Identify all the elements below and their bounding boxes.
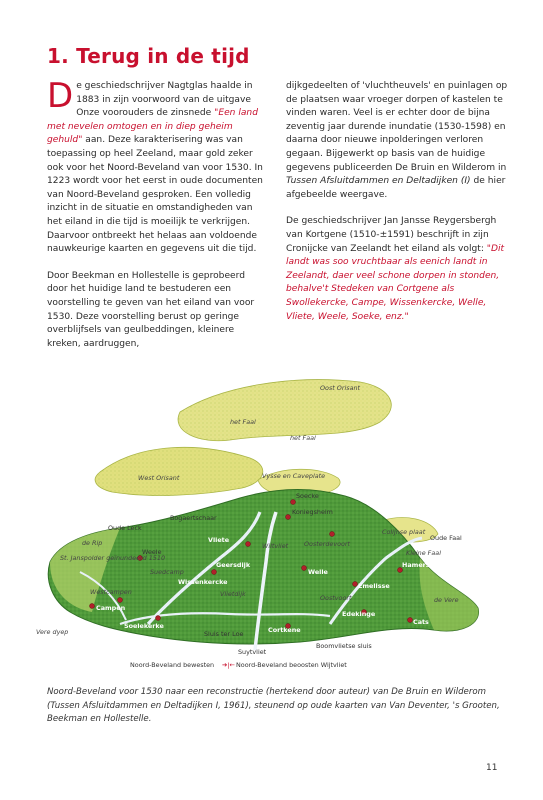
- label-west-orisant: West Orisant: [138, 474, 180, 482]
- label-beoosten: Noord-Beveland beoosten Wijtvliet: [236, 661, 347, 669]
- left-paragraph-1: [47, 76, 265, 257]
- label-bewesten: Noord-Beveland bewesten: [130, 661, 215, 669]
- legend-arrow: ➔|←: [222, 661, 235, 669]
- label-soecke: Soecke: [296, 492, 319, 500]
- label-het-faal-2: het Faal: [290, 434, 316, 442]
- drop-cap: D: [47, 76, 74, 116]
- label-suytvliet: Suytvliet: [238, 648, 267, 656]
- label-cortkene: Cortkene: [268, 626, 301, 634]
- label-edekinge: Edekinge: [342, 610, 376, 618]
- left-p1-text-b: aan. Deze karakterisering was van toepassing op heel Zeeland, maar gold zeker ook voor het Noord-Beveland van voor 1530. In 1223 wordt voor het eerst in oude documenten van Noord-Beveland gesproken. Een volledig inzicht in de situatie en omstandigheden van het eiland in die tijd is moeilijk te verkrijgen. Daarvoor ontbreekt het helaas aan voldoende nauwkeurige kaarten en gegevens uit die tijd.: [47, 135, 263, 255]
- label-de-vere: de Vere: [434, 596, 459, 604]
- label-wiltvliet: Wiltvliet: [262, 542, 289, 550]
- map-svg: [30, 362, 520, 672]
- right-paragraph-1: [286, 80, 508, 202]
- map-caption: Noord-Beveland voor 1530 naar een reconstructie (hertekend door auteur) van De Bruin en Wilderom (Tussen Afsluitdammen en Deltadijken I, 1961), steunend op oude kaarten van Van Deventer, 's Grooten, Beekman en Hollestelle.: [47, 687, 500, 724]
- label-colijnse-plaat: Colijnse plaat: [382, 528, 426, 536]
- label-suedcamp: Suedcamp: [150, 568, 184, 576]
- right-p1-text-a: dijkgedeelten of 'vluchtheuvels' en puinlagen op de plaatsen waar vroeger dorpen of kastelen te vinden waren. Veel is er echter door de bijna zeventig jaar durende inundatie (1530-1598) en daarna door nieuwe inpolderingen verloren gegaan. Bijgewerkt op basis van de huidige gegevens publiceerden De Bruin en Wilderom in: [286, 81, 508, 173]
- label-soelekerke: Soelekerke: [124, 622, 164, 630]
- right-p1-book-title: Tussen Afsluitdammen en Deltadijken (I): [286, 176, 471, 187]
- label-cats: Cats: [413, 618, 429, 626]
- label-het-faal-1: het Faal: [230, 418, 256, 426]
- label-oosterdevoort: Oosterdevoort: [304, 540, 351, 548]
- page-title: 1. Terug in de tijd: [47, 44, 250, 68]
- label-bogaertschaar: Bogaertschaar: [170, 514, 217, 522]
- label-oude-faal: Oude Faal: [430, 534, 462, 542]
- left-p1-text-a: e geschiedschrijver Nagtglas haalde in 1883 in zijn voorwoord van de uitgave Onze voorouders de zinsnede: [76, 81, 253, 119]
- label-koniegsheim: Koniegsheim: [292, 508, 333, 516]
- label-sluis-ter-loe: Sluis ter Loe: [204, 630, 244, 638]
- label-hamerstede: Hamerstede: [402, 561, 446, 569]
- historical-map: [30, 362, 520, 672]
- left-paragraph-2: Door Beekman en Hollestelle is geprobeerd door het huidige land te bestuderen een voorstelling te geven van het eiland van voor 1530. Deze voorstelling berust op geringe overblijfsels van geulbeddingen, kleinere kreken, aardruggen,: [47, 270, 255, 349]
- right-column: [286, 80, 508, 337]
- label-st-janspolder: St. Janspolder geïnundeerd 1510: [60, 554, 166, 562]
- label-vliete: Vliete: [208, 536, 230, 544]
- label-oost-orisant: Oost Orisant: [320, 384, 361, 392]
- label-boomvlietse-sluis: Boomvlietse sluis: [316, 642, 372, 650]
- sandbank-west-orisant-fill: [95, 447, 263, 495]
- label-westcampen: Westcampen: [90, 588, 132, 596]
- right-paragraph-2: [286, 215, 508, 324]
- label-emelisse: Emelisse: [358, 582, 390, 590]
- right-p2-text-a: De geschiedschrijver Jan Jansse Reygersbergh van Kortgene (1510-±1591) beschrijft in zijn Cronijcke van Zeelandt het eiland als volgt:: [286, 216, 497, 254]
- label-campen: Campen: [96, 604, 126, 612]
- right-p2-quote: "Dit landt was soo vruchtbaar als eenich landt in Zeelandt, daer veel schone dorpen in stonden, behalve't Stedeken van Cortgene als Swollekercke, Campe, Wissenkercke, Welle, Vliete, Weele, Soeke, enz.": [286, 243, 505, 322]
- label-weele: Weele: [142, 548, 162, 556]
- label-wissenkercke: Wissenkercke: [178, 578, 228, 586]
- label-geersdijk: Geersdijk: [216, 561, 251, 569]
- label-de-rip: de Rip: [82, 539, 103, 547]
- right-p1-text-b: de hier afgebeelde weergave.: [286, 176, 506, 200]
- label-vere-dyep: Vere dyep: [36, 628, 69, 636]
- label-kleine-faal: Kleine Faal: [406, 549, 441, 557]
- left-column: [47, 76, 265, 364]
- label-oostvoort: Oostvoort: [320, 594, 352, 602]
- label-vysse: Vysse en Caveplate: [262, 472, 326, 480]
- left-p1-quote: "Een land met nevelen omtogen en in diep geheim gehuld": [47, 108, 258, 146]
- page-number: 11: [486, 763, 498, 773]
- label-oude-leck: Oude Leck: [108, 524, 142, 532]
- label-vlietdijk: Vlietdijk: [220, 590, 246, 598]
- label-welle: Welle: [308, 568, 328, 576]
